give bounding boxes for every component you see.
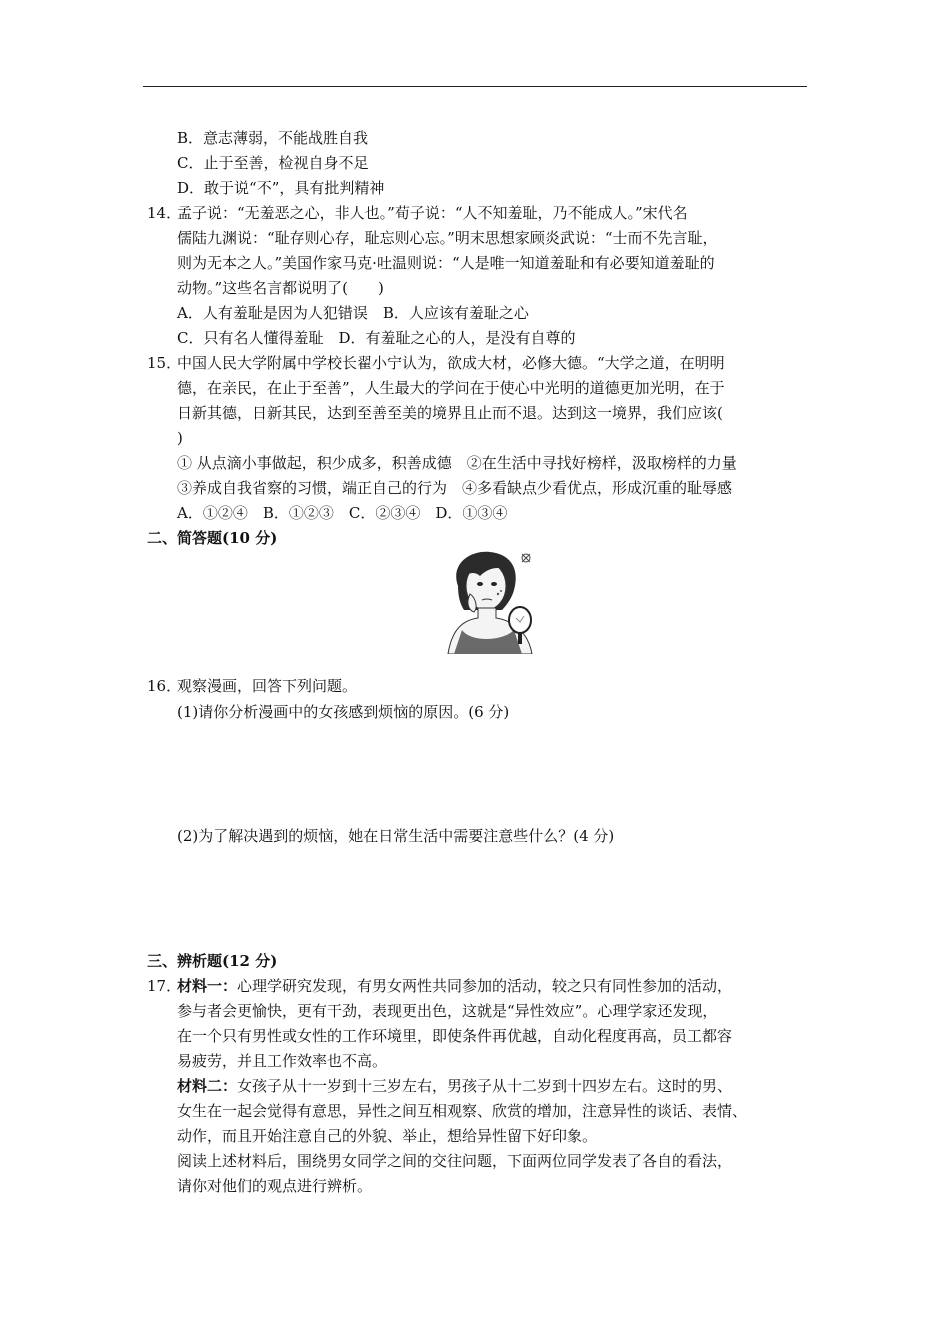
q17-task-line: 请你对他们的观点进行辨析。 (177, 1177, 373, 1195)
q13-option-c: C．止于至善，检视自身不足 (177, 154, 369, 172)
q14-stem-line: 动物。”这些名言都说明了( ) (177, 279, 384, 297)
q14-options-ab: A．人有羞耻是因为人犯错误 B．人应该有羞耻之心 (177, 304, 529, 322)
q16-sub-question-1: (1)请你分析漫画中的女孩感到烦恼的原因。(6 分) (177, 703, 510, 721)
q16-number: 16． (147, 677, 182, 695)
q17-material-2-line: 女生在一起会觉得有意思，异性之间互相观察、欣赏的增加，注意异性的谈话、表情、 (177, 1102, 748, 1120)
header-rule (143, 86, 807, 87)
q15-options: A．①②④ B．①②③ C．②③④ D．①③④ (177, 504, 508, 522)
q14-number: 14． (147, 204, 182, 222)
q15-number: 15． (147, 354, 182, 372)
cartoon-girl-mirror-illustration (440, 546, 545, 654)
q14-options-cd: C．只有名人懂得羞耻 D．有羞耻之心的人，是没有自尊的 (177, 329, 576, 347)
q17-task-line: 阅读上述材料后，围绕男女同学之间的交往问题，下面两位同学发表了各自的看法， (177, 1152, 733, 1170)
q16-sub-question-2: (2)为了解决遇到的烦恼，她在日常生活中需要注意些什么？(4 分) (177, 827, 615, 845)
q15-statements-2: ③养成自我省察的习惯，端正自己的行为 ④多看缺点少看优点，形成沉重的耻辱感 (177, 479, 733, 497)
q14-stem-line: 儒陆九渊说：“耻存则心存，耻忘则心忘。”明末思想家顾炎武说：“士而不先言耻， (177, 229, 718, 247)
q15-stem-line: ) (177, 429, 183, 447)
q15-stem-line: 德，在亲民，在止于至善”，人生最大的学问在于使心中光明的道德更加光明，在于 (177, 379, 725, 397)
q17-material-1-line: 在一个只有男性或女性的工作环境里，即使条件再优越，自动化程度再高，员工都容 (177, 1027, 733, 1045)
q17-number: 17． (147, 977, 182, 995)
q13-option-b: B．意志薄弱，不能战胜自我 (177, 129, 369, 147)
q17-material-1-line: 参与者会更愉快，更有干劲，表现更出色，这就是“异性效应”。心理学家还发现， (177, 1002, 718, 1020)
q17-material-1-label: 材料一： (177, 977, 238, 995)
section-2-title: 二、简答题(10 分) (147, 529, 278, 547)
q16-stem: 观察漫画，回答下列问题。 (177, 677, 358, 695)
q15-stem-line: 日新其德，日新其民，达到至善至美的境界且止而不退。达到这一境界，我们应该( (177, 404, 723, 422)
q14-stem-line: 则为无本之人。”美国作家马克·吐温则说：“人是唯一知道羞耻和有必要知道羞耻的 (177, 254, 715, 272)
section-3-title: 三、辨析题(12 分) (147, 952, 278, 970)
q14-stem-line: 孟子说：“无羞恶之心，非人也。”荀子说：“人不知羞耻，乃不能成人。”宋代名 (177, 204, 688, 222)
q17-material-1-line: 材料一：心理学研究发现，有男女两性共同参加的活动，较之只有同性参加的活动， (177, 977, 733, 995)
q17-material-1-line: 易疲劳，并且工作效率也不高。 (177, 1052, 388, 1070)
q15-stem-line: 中国人民大学附属中学校长翟小宁认为，欲成大材，必修大德。“大学之道，在明明 (177, 354, 725, 372)
q17-material-2-line: 动作，而且开始注意自己的外貌、举止，想给异性留下好印象。 (177, 1127, 598, 1145)
q17-material-2-label: 材料二： (177, 1077, 238, 1095)
q17-material-2-line: 材料二：女孩子从十一岁到十三岁左右，男孩子从十二岁到十四岁左右。这时的男、 (177, 1077, 733, 1095)
q15-statements-1: ① 从点滴小事做起，积少成多，积善成德 ②在生活中寻找好榜样，汲取榜样的力量 (177, 454, 737, 472)
q13-option-d: D．敢于说“不”，具有批判精神 (177, 179, 385, 197)
